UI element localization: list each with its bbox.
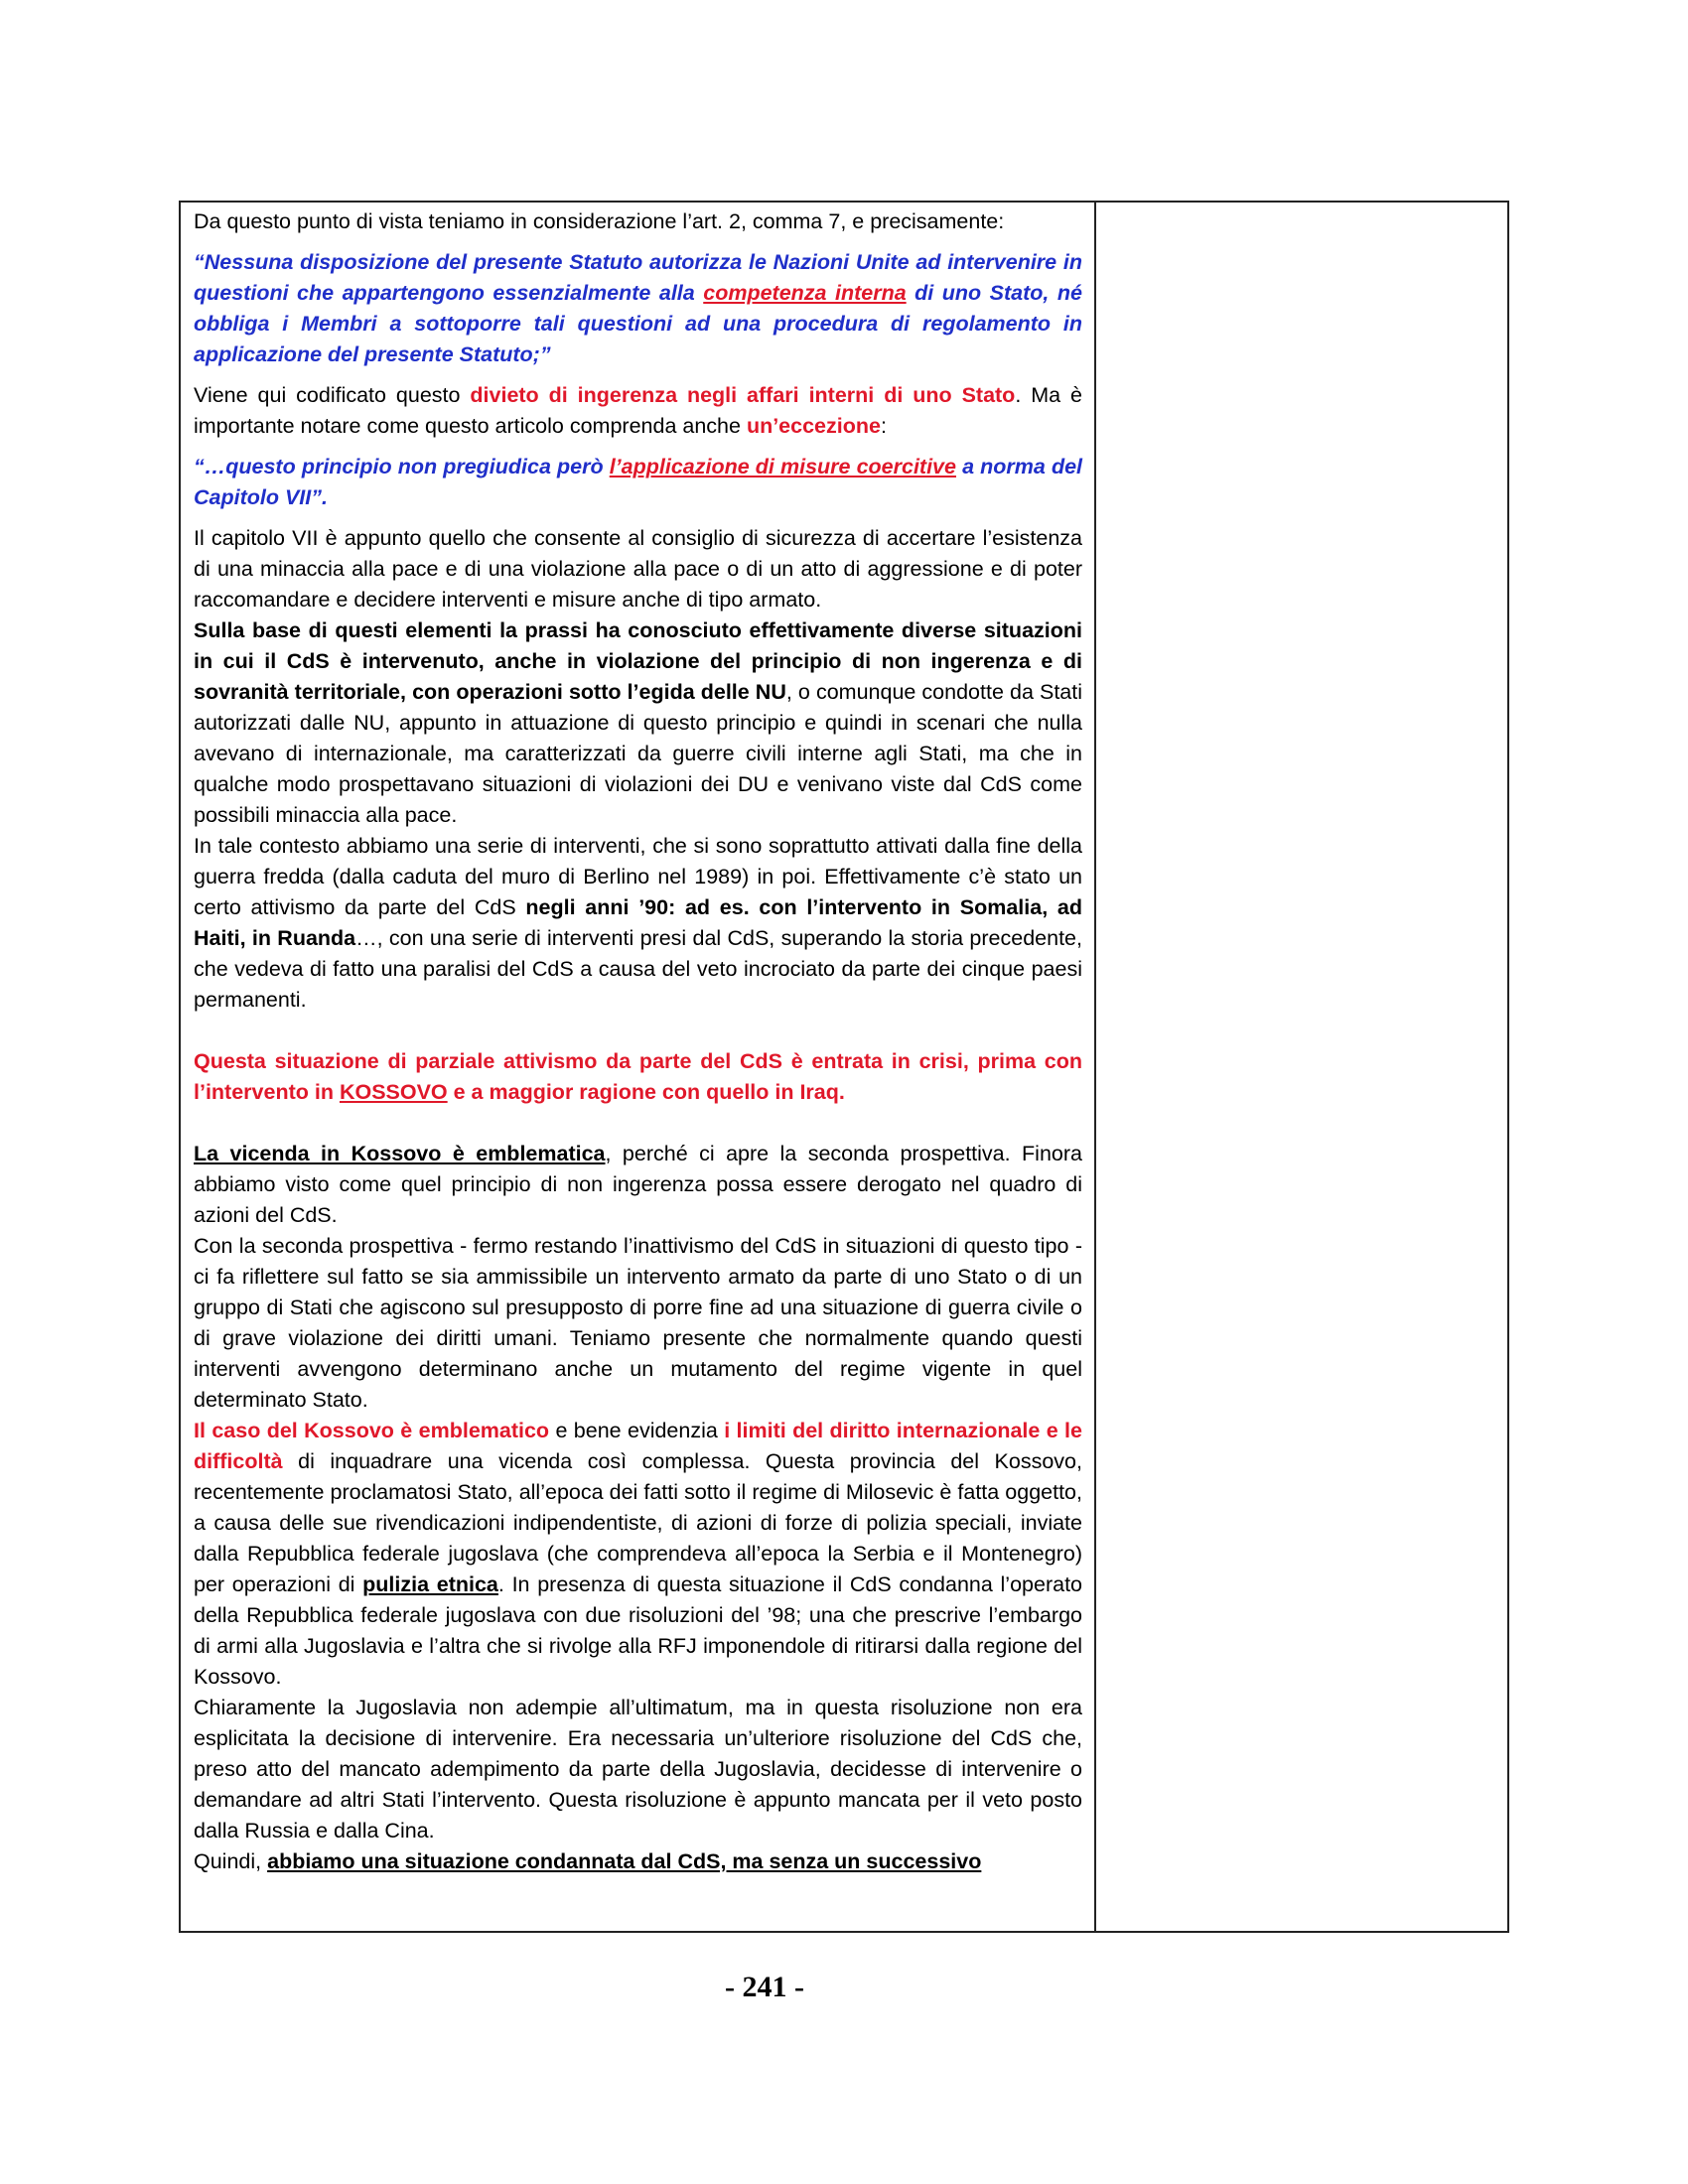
competenza-interna-highlight: competenza interna — [703, 281, 907, 305]
kossovo-emblematic-paragraph: La vicenda in Kossovo è emblematica, perché ci apre la seconda prospettiva. Finora abbiamo visto come quel principio di non ingerenza possa essere derogato nel quadro di azioni del CdS. — [194, 1142, 1082, 1227]
interventions-paragraph: In tale contesto abbiamo una serie di interventi, che si sono soprattutto attivati dalla fine della guerra fredda (dalla caduta del muro di Berlino nel 1989) in poi. Effettivamente c’è stato un certo attivismo da parte del CdS negli anni ’90: ad es. con l’intervento in Somalia, ad Haiti, in Ruanda…, con una serie di interventi presi dal CdS, superando la storia precedente, che vedeva di fatto una paralisi del CdS a causa del veto incrociato da parte dei cinque paesi permanenti. — [194, 834, 1082, 1012]
chapter-vii-quote: “…questo principio non pregiudica però l’applicazione di misure coercitive a norma del Capitolo VII”. — [194, 455, 1083, 509]
page-number: - 241 - — [725, 1971, 804, 2003]
intro-paragraph: Da questo punto di vista teniamo in considerazione l’art. 2, comma 7, e precisamente: — [194, 209, 1005, 233]
notes-column — [1096, 203, 1507, 1931]
ultimatum-paragraph: Chiaramente la Jugoslavia non adempie all’ultimatum, ma in questa risoluzione non era esplicitata la decisione di intervenire. Era necessaria un’ulteriore risoluzione del CdS che, preso atto del mancato adempimento da parte della Jugoslavia, decidesse di intervenire o demandare ad altri Stati l’intervento. Questa risoluzione è appunto mancata per il veto posto dalla Russia e dalla Cina. — [194, 1696, 1082, 1843]
limits-highlight: i limiti del diritto internazionale e le difficoltà — [194, 1419, 1082, 1473]
kossovo-case-highlight: Il caso del Kossovo è emblematico — [194, 1419, 550, 1442]
vicenda-kossovo-heading: La vicenda in Kossovo è emblematica — [194, 1142, 606, 1165]
conclusion-paragraph: Quindi, abbiamo una situazione condannata dal CdS, ma senza un successivo — [194, 1849, 982, 1873]
non-interference-paragraph: Viene qui codificato questo divieto di ingerenza negli affari interni di uno Stato. Ma è importante notare come questo articolo comprenda anche un’eccezione: — [194, 383, 1082, 438]
practice-bold-text: Sulla base di questi elementi la prassi ha conosciuto effettivamente diverse situazioni in cui il CdS è intervenuto, anche in violazione del principio di non ingerenza e di sovranità territoriale, con operazioni sotto l’egida delle NU — [194, 618, 1082, 704]
practice-paragraph: Sulla base di questi elementi la prassi ha conosciuto effettivamente diverse situazioni in cui il CdS è intervenuto, anche in violazione del principio di non ingerenza e di sovranità territoriale, con operazioni sotto l’egida delle NU, o comunque condotte da Stati autorizzati dalle NU, appunto in attuazione di questo principio e quindi in scenari che nulla avevano di internazionale, ma caratterizzati da guerre civili interne agli Stati, ma che in qualche modo prospettavano situazioni di violazioni dei DU e venivano viste dal CdS come possibili minaccia alla pace. — [194, 618, 1083, 827]
eccezione-highlight: un’eccezione — [746, 414, 881, 438]
kossovo-case-paragraph: Il caso del Kossovo è emblematico e bene evidenzia i limiti del diritto internazionale e le difficoltà di inquadrare una vicenda così complessa. Questa provincia del Kossovo, recentemente proclamatosi Stato, all’epoca dei fatti sotto il regime di Milosevic è fatta oggetto, a causa delle sue rivendicazioni indipendentiste, di azioni di forze di polizia speciali, inviate dalla Repubblica federale jugoslava (che comprendeva all’epoca la Serbia e il Montenegro) per operazioni di pulizia etnica. In presenza di questa situazione il CdS condanna l’operato della Repubblica federale jugoslava con due risoluzioni del ’98; una che prescrive l’embargo di armi alla Jugoslavia e l’altra che si rivolge alla RFJ imponendole di ritirarsi dalla regione del Kossovo. — [194, 1419, 1083, 1689]
second-perspective-paragraph: Con la seconda prospettiva - fermo restando l’inattivismo del CdS in situazioni di questo tipo - ci fa riflettere sul fatto se sia ammissibile un intervento armato da parte di uno Stato o di un gruppo di Stati che agiscono sul presupposto di porre fine ad una situazione di guerra civile o di grave violazione dei diritti umani. Teniamo presente che normalmente quando questi interventi avvengono determinano anche un mutamento del regime vigente in quel determinato Stato. — [194, 1234, 1082, 1412]
text-column — [181, 203, 1096, 1931]
chapter-vii-paragraph: Il capitolo VII è appunto quello che consente al consiglio di sicurezza di accertare l’esistenza di una minaccia alla pace e di una violazione alla pace o di un atto di aggressione e di poter raccomandare e decidere interventi e misure anche di tipo armato. — [194, 526, 1082, 612]
nineties-bold-text: negli anni ’90: ad es. con l’intervento in Somalia, ad Haiti, in Ruanda — [194, 895, 1082, 950]
divieto-highlight: divieto di ingerenza negli affari interni di uno Stato — [470, 383, 1016, 407]
table-frame — [179, 201, 1509, 1933]
misure-coercitive-highlight: l’applicazione di misure coercitive — [609, 455, 956, 478]
kossovo-highlight: KOSSOVO — [339, 1080, 448, 1104]
pulizia-etnica-highlight: pulizia etnica — [362, 1572, 498, 1596]
condemned-situation-highlight: abbiamo una situazione condannata dal CdS, ma senza un successivo — [267, 1849, 982, 1873]
crisis-paragraph: Questa situazione di parziale attivismo da parte del CdS è entrata in crisi, prima con l’intervento in KOSSOVO e a maggior ragione con quello in Iraq. — [194, 1049, 1082, 1104]
article-quote: “Nessuna disposizione del presente Statuto autorizza le Nazioni Unite ad intervenire in questioni che appartengono essenzialmente alla competenza interna di uno Stato, né obbliga i Membri a sottoporre tali questioni ad una procedura di regolamento in applicazione del presente Statuto;” — [194, 250, 1082, 366]
